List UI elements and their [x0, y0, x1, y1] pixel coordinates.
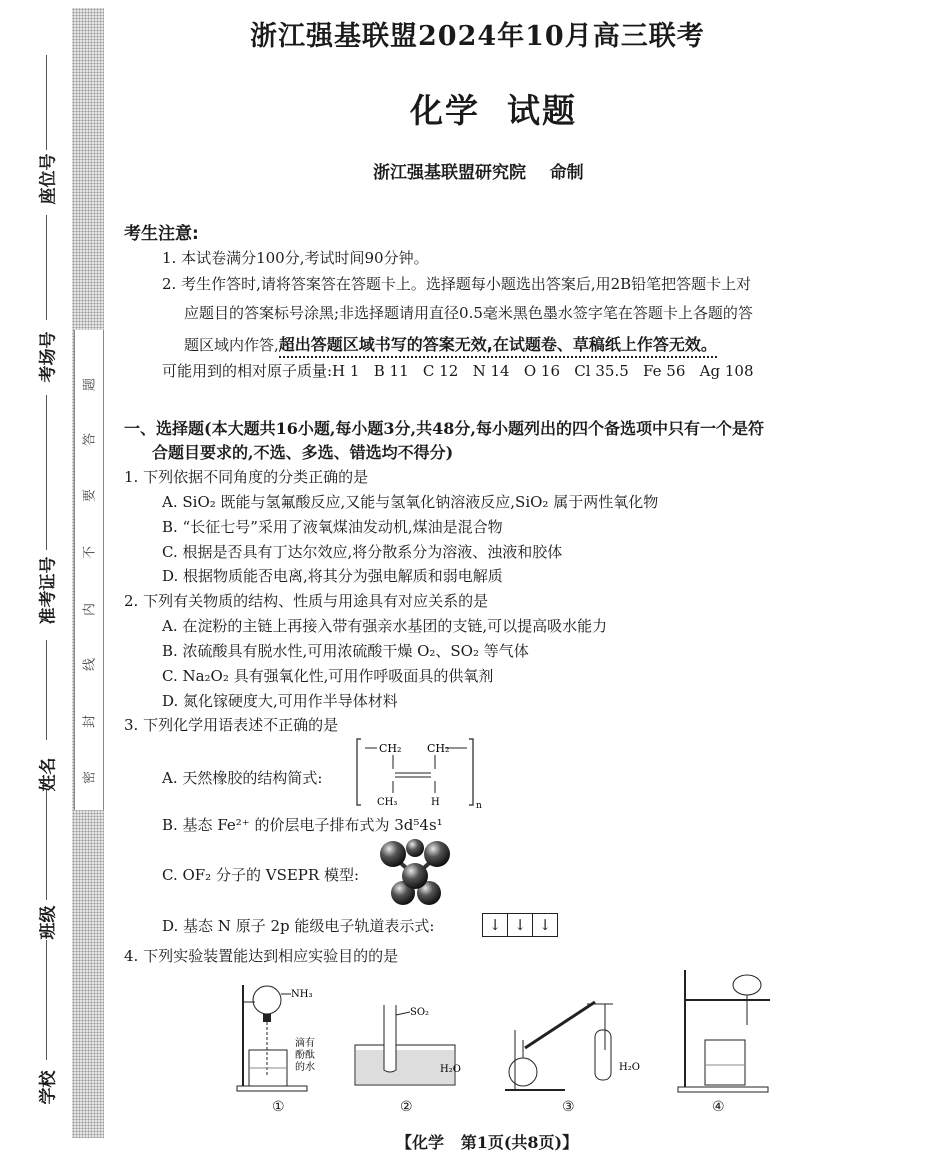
- seal-char: 要: [82, 489, 98, 503]
- seal-line-box: [74, 330, 104, 810]
- phenol-label: 的水: [295, 1062, 315, 1073]
- fill-line: [46, 215, 47, 320]
- seal-char: 密: [82, 771, 98, 785]
- seal-char: 内: [82, 603, 98, 617]
- orbital-diagram: [482, 913, 558, 937]
- h2o-label: H₂O: [619, 1062, 640, 1073]
- orbital-box: ↓: [483, 914, 508, 936]
- atomic-masses: 可能用到的相对原子质量:H 1 B 11 C 12 N 14 O 16 Cl 35.5 Fe 56 Ag 108: [162, 362, 754, 380]
- label-room-number: 考场号: [38, 331, 59, 383]
- subject-title: 化学 试题: [410, 91, 577, 130]
- label-admission-number: 准考证号: [38, 556, 59, 625]
- notice-item-2-cont: [184, 332, 717, 355]
- question-2-option-d: D. 氮化镓硬度大,可用作半导体材料: [162, 692, 398, 710]
- orbital-box: ↓: [508, 914, 533, 936]
- fill-line: [46, 640, 47, 740]
- apparatus-2-diagram: [350, 1000, 470, 1095]
- question-3-option-d: D. 基态 N 原子 2p 能级电子轨道表示式:: [162, 917, 435, 935]
- maker-line: 浙江强基联盟研究院 命制: [373, 163, 584, 183]
- seal-char: 封: [82, 715, 98, 729]
- h2o-label: H₂O: [440, 1064, 461, 1075]
- seal-char: 题: [82, 378, 98, 392]
- question-4-stem: 4. 下列实验装置能达到相应实验目的的是: [124, 947, 399, 965]
- fill-line: [46, 55, 47, 150]
- question-3-option-b: B. 基态 Fe²⁺ 的价层电子排布式为 3d⁵4s¹: [162, 816, 443, 834]
- phenol-label: 滴有: [295, 1038, 315, 1049]
- ch2-left-label: CH₂: [379, 742, 402, 755]
- question-3-stem: 3. 下列化学用语表述不正确的是: [124, 716, 339, 734]
- rubber-structure-diagram: [355, 735, 485, 810]
- question-1-stem: 1. 下列依据不同角度的分类正确的是: [124, 468, 369, 486]
- notice-item-2-cont: 应题目的答案标号涂黑;非选择题请用直径0.5毫米黑色墨水签字笔在答题卡上各题的答: [184, 304, 753, 322]
- question-2-stem: 2. 下列有关物质的结构、性质与用途具有对应关系的是: [124, 592, 489, 610]
- apparatus-caption: ②: [400, 1099, 413, 1115]
- notice-text: 题区域内作答,: [184, 336, 279, 354]
- so2-label: SO₂: [410, 1007, 430, 1018]
- page-footer: 【化学 第1页(共8页)】: [396, 1133, 579, 1152]
- seal-char: 不: [82, 546, 98, 560]
- apparatus-caption: ①: [272, 1099, 285, 1115]
- exam-title: 浙江强基联盟2024年10月高三联考: [250, 21, 705, 52]
- notice-item-2: 2. 考生作答时,请将答案答在答题卡上。选择题每小题选出答案后,用2B铅笔把答题卡上对: [162, 275, 752, 293]
- vsepr-model-diagram: [375, 838, 455, 908]
- notice-emphasis: 超出答题区域书写的答案无效,在试题卷、草稿纸上作答无效。: [279, 335, 717, 358]
- phenol-label: 酚酞: [295, 1050, 315, 1061]
- apparatus-caption: ④: [712, 1099, 725, 1115]
- label-seat-number: 座位号: [38, 153, 59, 205]
- orbital-box: ↓: [538, 916, 552, 934]
- fill-line: [46, 395, 47, 550]
- question-1-option-c: C. 根据是否具有丁达尔效应,将分散系分为溶液、浊液和胶体: [162, 543, 563, 561]
- question-1-option-d: D. 根据物质能否电离,将其分为强电解质和弱电解质: [162, 567, 503, 585]
- label-school: 学校: [38, 1070, 59, 1105]
- ch3-label: CH₃: [377, 797, 398, 808]
- fill-line: [46, 940, 47, 1060]
- question-2-option-c: C. Na₂O₂ 具有强氧化性,可用作呼吸面具的供氧剂: [162, 667, 494, 685]
- label-name: 姓名: [38, 757, 59, 792]
- section-heading-cont: 合题目要求的,不选、多选、错选均不得分): [152, 443, 454, 462]
- seal-char: 线: [82, 658, 98, 672]
- ch2-right-label: CH₂: [427, 742, 450, 755]
- h-label: H: [431, 797, 440, 808]
- notice-item-1: 1. 本试卷满分100分,考试时间90分钟。: [162, 249, 429, 267]
- question-2-option-a: A. 在淀粉的主链上再接入带有强亲水基团的支链,可以提高吸水能力: [162, 617, 608, 635]
- apparatus-3-diagram: [495, 990, 640, 1095]
- apparatus-4-diagram: [675, 965, 785, 1095]
- seal-char: 答: [82, 433, 98, 447]
- n-subscript: n: [476, 801, 482, 810]
- label-class: 班级: [38, 905, 59, 940]
- fill-line: [46, 790, 47, 900]
- question-2-option-b: B. 浓硫酸具有脱水性,可用浓硫酸干燥 O₂、SO₂ 等气体: [162, 642, 529, 660]
- section-heading: 一、选择题(本大题共16小题,每小题3分,共48分,每小题列出的四个备选项中只有一个是符: [124, 419, 764, 438]
- notice-heading: 考生注意:: [124, 224, 199, 244]
- nh3-label: NH₃: [291, 989, 313, 1000]
- apparatus-1-diagram: [235, 980, 325, 1100]
- question-3-option-a: A. 天然橡胶的结构简式:: [162, 769, 323, 787]
- question-3-option-c: C. OF₂ 分子的 VSEPR 模型:: [162, 866, 360, 884]
- apparatus-caption: ③: [562, 1099, 575, 1115]
- question-1-option-a: A. SiO₂ 既能与氢氟酸反应,又能与氢氧化钠溶液反应,SiO₂ 属于两性氧化物: [162, 493, 659, 511]
- question-1-option-b: B. “长征七号”采用了液氧煤油发动机,煤油是混合物: [162, 518, 503, 536]
